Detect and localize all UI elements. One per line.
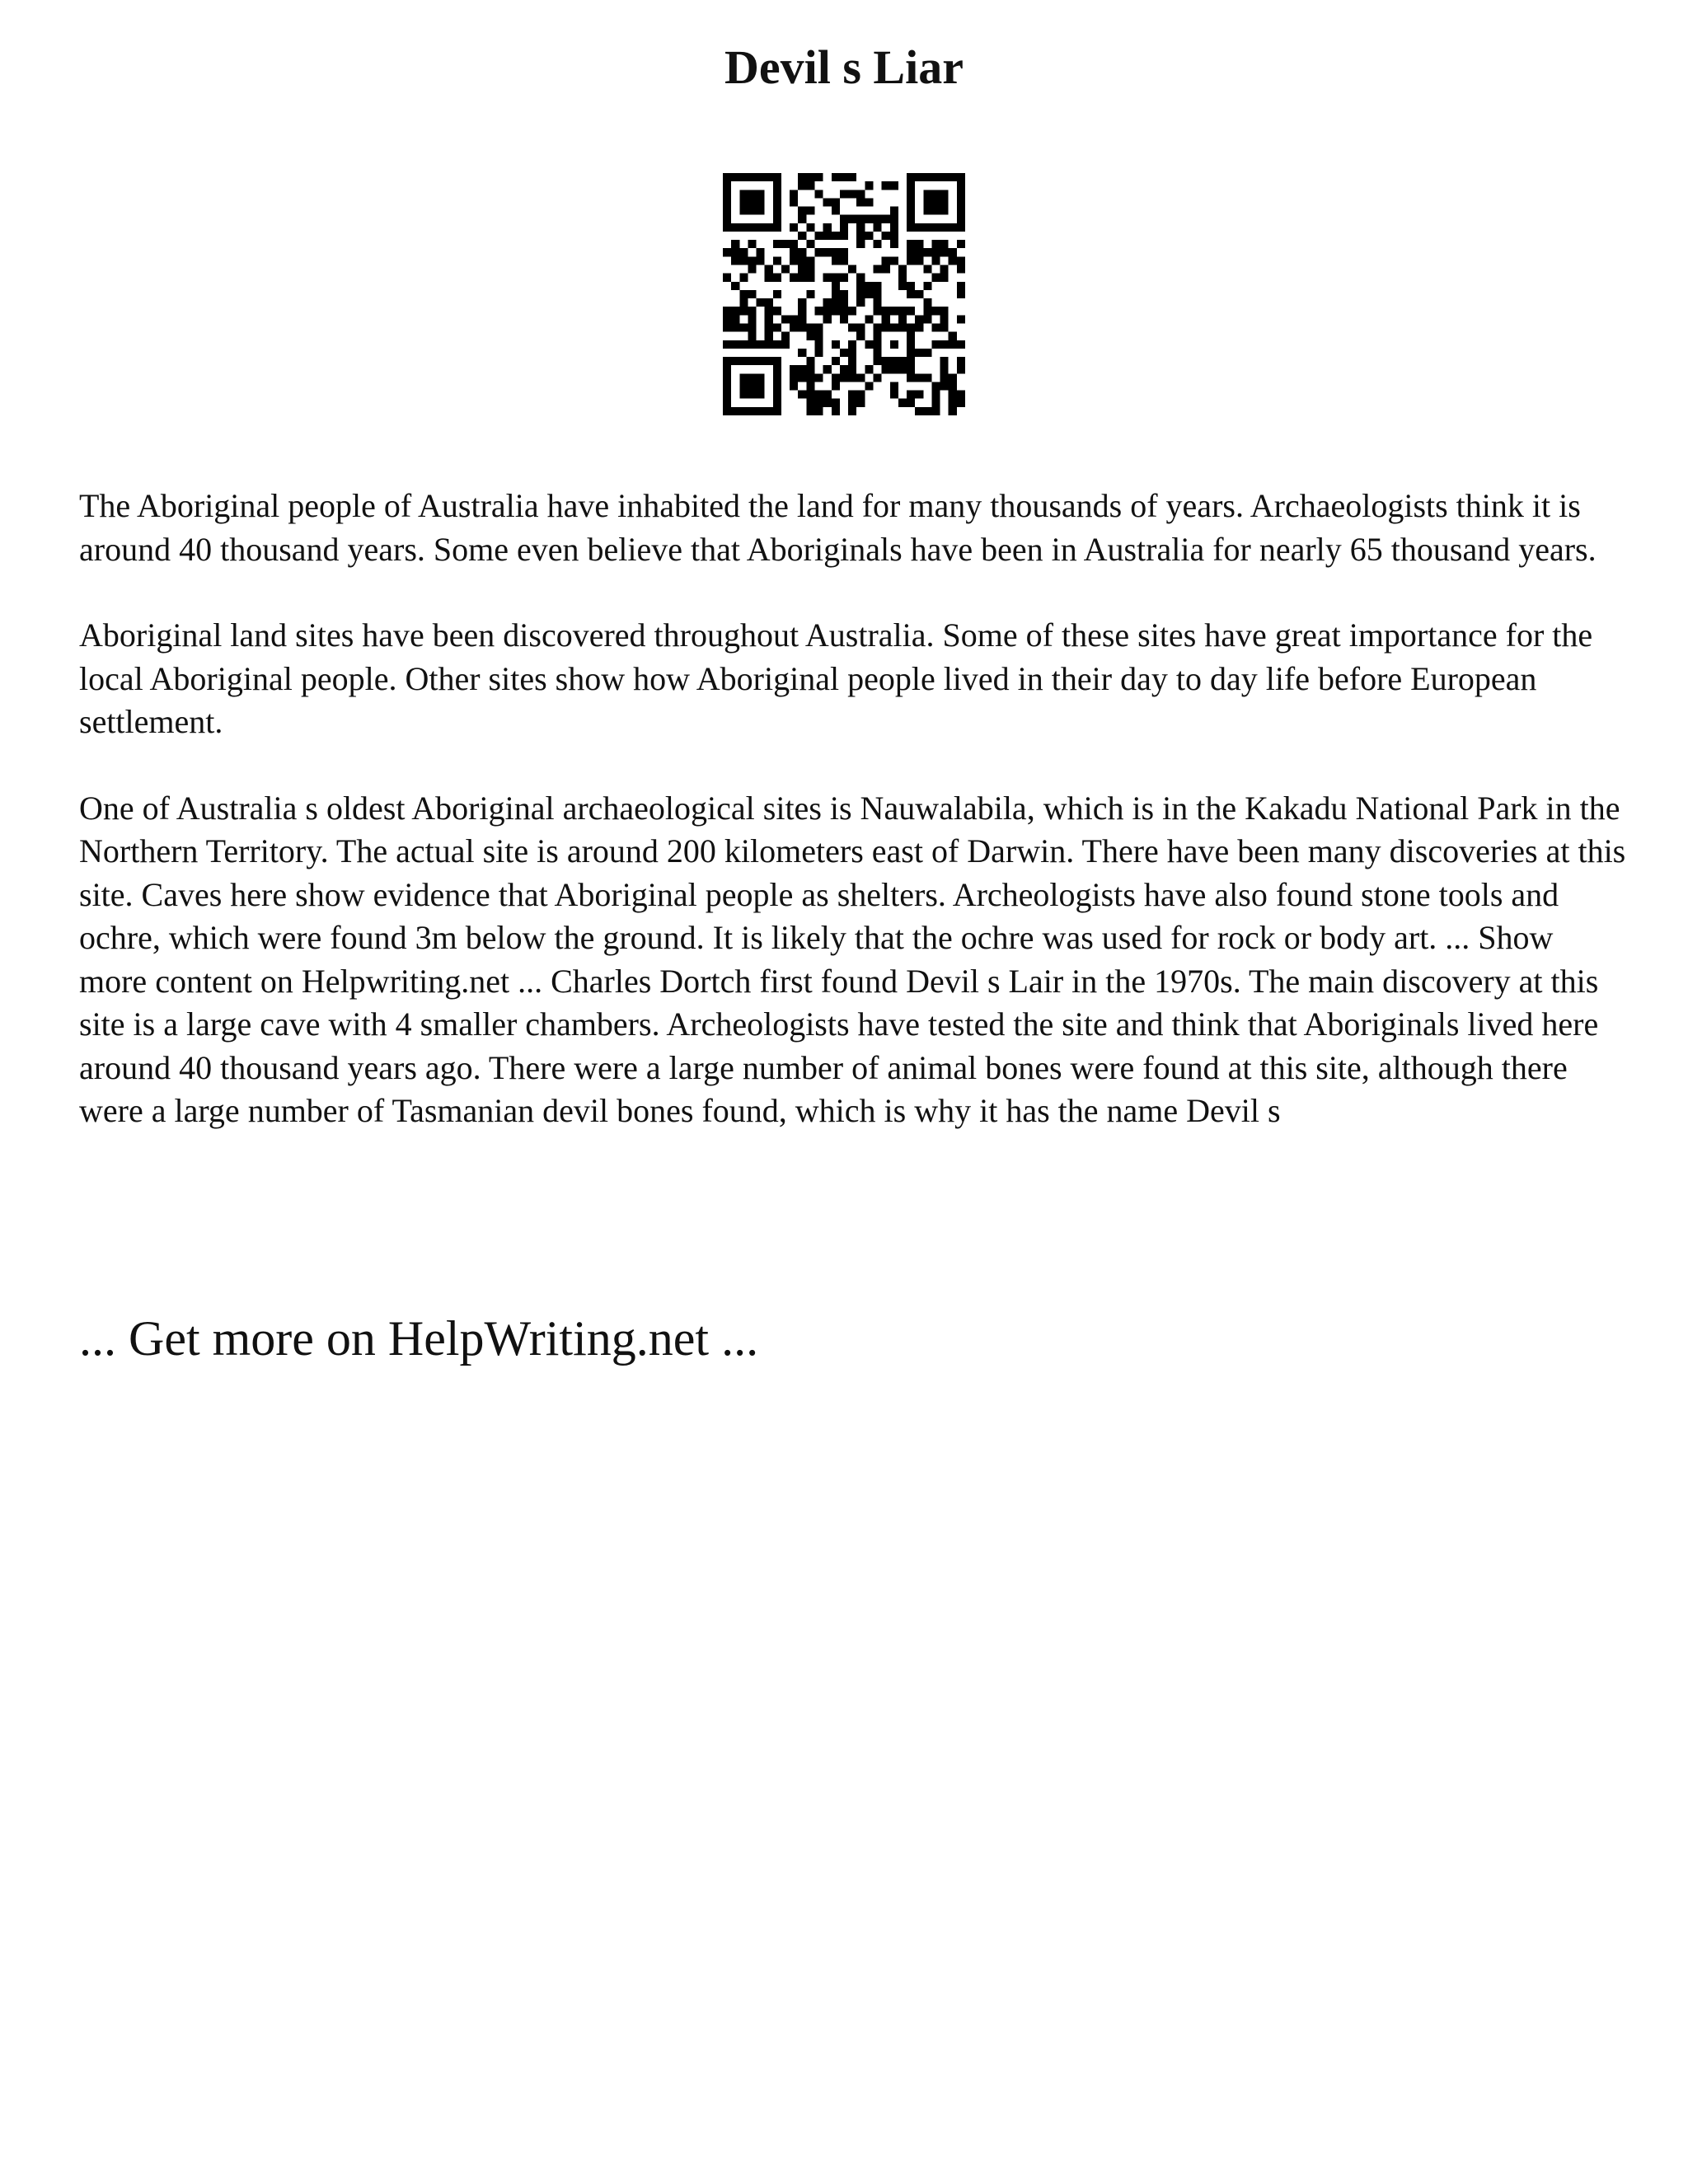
paragraph-intro: The Aboriginal people of Australia have inhabited the land for many thousands of years. Archaeologists think it is around 40 thousand years. Some even believe that Aboriginals have been in Australia for nearly 65 thousand years.: [79, 487, 1597, 568]
article-body: [79, 485, 1629, 1176]
paragraph-nauwalabila: One of Australia s oldest Aboriginal archaeological sites is Nauwalabila, which is in the Kakadu National Park in the Northern Territory. The actual site is around 200 kilometers east of Darwin. There have been many discoveries at this site. Caves here show evidence that Aboriginal people as shelters. Archeologists have also found stone tools and ochre, which were found 3m below the ground. It is likely that the ochre was used for rock or body art. ... Show more content on Helpwriting.net ... Charles Dortch first found Devil s Lair in the 1970s. The main discovery at this site is a large cave with 4 smaller chambers. Archeologists have tested the site and think that Aboriginals lived here around 40 thousand years ago. There were a large number of animal bones were found at this site, although there were a large number of Tasmanian devil bones found, which is why it has the name Devil s: [79, 789, 1626, 1129]
document-title: Devil s Liar: [724, 40, 964, 94]
paragraph-land-sites: Aboriginal land sites have been discovered throughout Australia. Some of these sites have great importance for the local Aboriginal people. Other sites show how Aboriginal people lived in their day to day life before European settlement.: [79, 616, 1593, 740]
get-more-link[interactable]: ... Get more on HelpWriting.net ...: [79, 1311, 759, 1366]
qr-code-icon: [723, 173, 965, 415]
